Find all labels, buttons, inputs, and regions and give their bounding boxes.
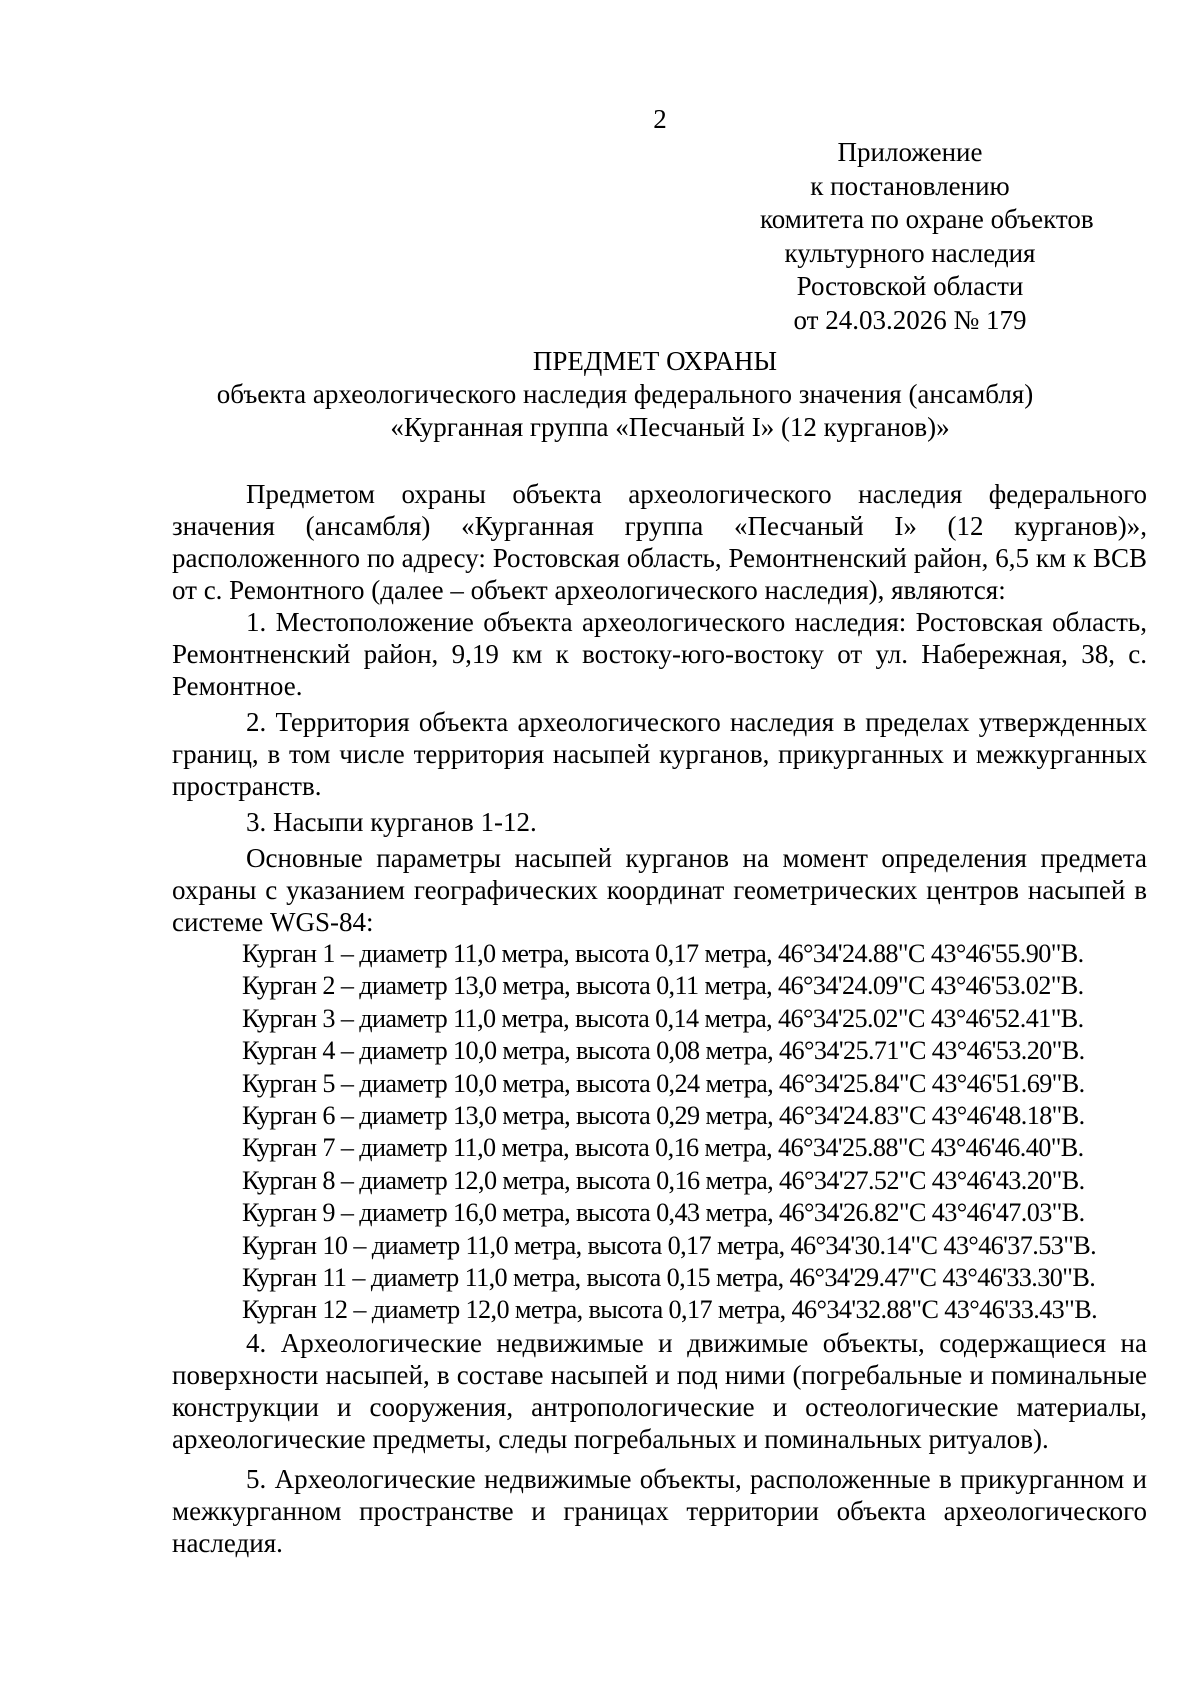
title-heading: ПРЕДМЕТ ОХРАНЫ [532,346,778,376]
kurgan-list-item: Курган 6 – диаметр 13,0 метра, высота 0,29 метра, 46°34'24.83"С 43°46'48.18"В. [242,1101,1085,1131]
item-1-location: 1. Местоположение объекта археологического наследия: Ростовская область, Ремонтненский район, 9,19 км к востоку-юго-востоку от ул. Набережная, 38, с. Ремонтное. [172,607,1147,701]
kurgan-list [172,938,1147,1327]
kurgan-list-item: Курган 5 – диаметр 10,0 метра, высота 0,24 метра, 46°34'25.84"С 43°46'51.69"В. [242,1068,1085,1098]
appendix-line: к постановлению [810,170,1010,201]
item-2-territory: 2. Территория объекта археологического наследия в пределах утвержденных границ, в том числе территория насыпей курганов, прикурганных и межкурганных пространств. [172,707,1147,801]
kurgan-list-item: Курган 2 – диаметр 13,0 метра, высота 0,11 метра, 46°34'24.09"С 43°46'53.02"В. [242,971,1084,1001]
kurgan-list-item: Курган 11 – диаметр 11,0 метра, высота 0,15 метра, 46°34'29.47"С 43°46'33.30"В. [242,1263,1096,1293]
kurgan-list-item: Курган 7 – диаметр 11,0 метра, высота 0,16 метра, 46°34'25.88"С 43°46'46.40"В. [242,1133,1084,1163]
kurgan-list-item: Курган 12 – диаметр 12,0 метра, высота 0,17 метра, 46°34'32.88"С 43°46'33.43"В. [242,1295,1098,1325]
title-subheading: объекта археологического наследия федерального значения (ансамбля) [216,379,1034,409]
appendix-line: Ростовской области [796,271,1024,301]
page-number: 2 [653,104,667,134]
document-body [172,478,1147,1559]
item-5-objects: 5. Археологические недвижимые объекты, расположенные в прикурганном и межкурганном пространстве и границах территории объекта археологического наследия. [172,1463,1147,1558]
intro-paragraph: Предметом охраны объекта археологического наследия федерального значения (ансамбля) «Курганная группа «Песчаный I» (12 курганов)», расположенного по адресу: Ростовская область, Ремонтненский район, 6,5 км к ВСВ от с. Ремонтного (далее – объект археологического наследия), являются: [172,479,1147,605]
kurgan-list-item: Курган 10 – диаметр 11,0 метра, высота 0,17 метра, 46°34'30.14"С 43°46'37.53"В. [242,1230,1097,1260]
kurgan-list-item: Курган 1 – диаметр 11,0 метра, высота 0,17 метра, 46°34'24.88"С 43°46'55.90"В. [242,939,1084,968]
title-object-name: «Курганная группа «Песчаный I» (12 курганов)» [390,412,950,442]
item-3-mounds: 3. Насыпи курганов 1-12. [246,807,537,837]
appendix-line: комитета по охране объектов [760,204,1094,234]
appendix-date-number: от 24.03.2026 № 179 [793,304,1027,335]
kurgan-list-item: Курган 8 – диаметр 12,0 метра, высота 0,16 метра, 46°34'27.52"С 43°46'43.20"В. [242,1165,1085,1195]
document-title [160,345,1070,444]
appendix-line: Приложение [837,137,983,167]
kurgan-list-item: Курган 9 – диаметр 16,0 метра, высота 0,43 метра, 46°34'26.82"С 43°46'47.03"В. [242,1198,1085,1228]
appendix-header [760,136,1094,337]
appendix-line: культурного наследия [784,237,1036,268]
item-4-artifacts: 4. Археологические недвижимые и движимые объекты, содержащиеся на поверхности насыпей, в составе насыпей и под ними (погребальные и поминальные конструкции и сооружения, антропологические и остеологические материалы, археологические предметы, следы погребальных и поминальных ритуалов). [172,1327,1147,1454]
kurgan-list-item: Курган 3 – диаметр 11,0 метра, высота 0,14 метра, 46°34'25.02"С 43°46'52.41"В. [242,1003,1084,1033]
kurgan-list-item: Курган 4 – диаметр 10,0 метра, высота 0,08 метра, 46°34'25.71"С 43°46'53.20"В. [242,1036,1085,1066]
params-intro-paragraph: Основные параметры насыпей курганов на момент определения предмета охраны с указанием географических координат геометрических центров насыпей в системе WGS-84: [172,843,1147,937]
